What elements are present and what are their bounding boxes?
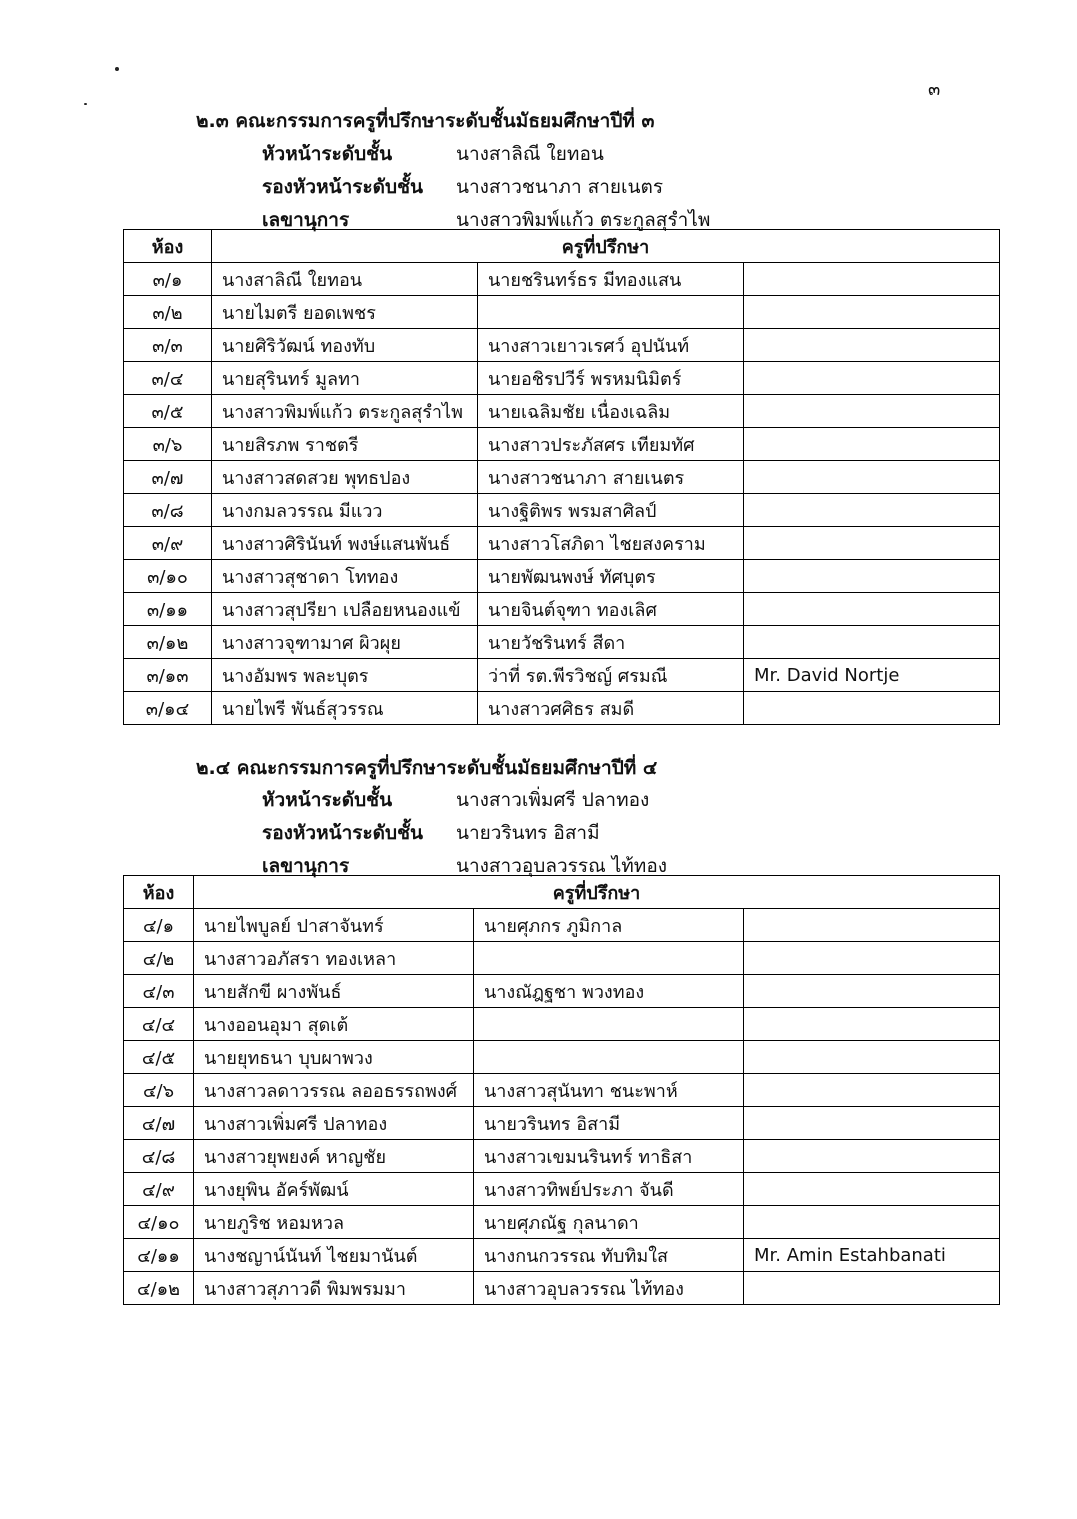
table-row (124, 329, 1000, 362)
advisor-2-cell: นางกนกวรรณ ทับทิมใส (474, 1239, 744, 1272)
room-cell: ๓/๒ (124, 296, 212, 329)
advisor-1-cell: นายสิรภพ ราชตรี (212, 428, 478, 461)
advisor-2-cell: นางสาวสุนันทา ชนะพาห์ (474, 1074, 744, 1107)
committee-m4 (262, 785, 782, 884)
advisor-1-cell: นายภูริช หอมหวล (194, 1206, 474, 1239)
table-row (124, 1074, 1000, 1107)
room-cell: ๔/๖ (124, 1074, 194, 1107)
committee-name: นางสาลิณี ใยทอน (456, 143, 604, 165)
advisor-3-cell (744, 494, 1000, 527)
advisor-2-cell: นางฐิติพร พรมสาศิลป์ (478, 494, 744, 527)
advisor-2-cell: นางณัฎฐชา พวงทอง (474, 975, 744, 1008)
scan-speck (84, 103, 87, 105)
header-advisors: ครูที่ปรึกษา (212, 230, 1000, 263)
advisor-2-cell: นางสาวเขมนรินทร์ ทาธิสา (474, 1140, 744, 1173)
room-cell: ๓/๑๔ (124, 692, 212, 725)
advisor-2-cell: นางสาวศศิธร สมดี (478, 692, 744, 725)
advisor-1-cell: นายศิริวัฒน์ ทองทับ (212, 329, 478, 362)
advisor-2-cell (474, 1041, 744, 1074)
advisor-3-cell (744, 1074, 1000, 1107)
advisor-2-cell: นางสาวประภัสศร เทียมทัศ (478, 428, 744, 461)
advisor-1-cell: นางออนอุมา สุดเต้ (194, 1008, 474, 1041)
advisor-3-cell (744, 461, 1000, 494)
table-header-row (124, 230, 1000, 263)
advisor-2-cell: นางสาวชนาภา สายเนตร (478, 461, 744, 494)
advisor-1-cell: นางสาวสุภาวดี พิมพรมมา (194, 1272, 474, 1305)
advisor-3-cell (744, 1173, 1000, 1206)
room-cell: ๔/๓ (124, 975, 194, 1008)
committee-name: นายวรินทร อิสามี (456, 822, 600, 844)
table-row (124, 428, 1000, 461)
advisor-1-cell: นางสาลิณี ใยทอน (212, 263, 478, 296)
advisor-1-cell: นางชญาน์นันท์ ไชยมานันต์ (194, 1239, 474, 1272)
table-row (124, 626, 1000, 659)
table-row (124, 909, 1000, 942)
room-cell: ๓/๓ (124, 329, 212, 362)
committee-role: หัวหน้าระดับชั้น (262, 143, 393, 165)
committee-row (262, 818, 782, 851)
advisor-3-cell (744, 560, 1000, 593)
table-row (124, 593, 1000, 626)
room-cell: ๔/๙ (124, 1173, 194, 1206)
advisor-1-cell: นายไมตรี ยอดเพชร (212, 296, 478, 329)
table-body-m4 (124, 909, 1000, 1305)
advisor-3-cell (744, 1206, 1000, 1239)
advisor-3-cell (744, 395, 1000, 428)
advisor-1-cell: นางสาวสุปรียา เปลือยหนองแข้ (212, 593, 478, 626)
advisor-2-cell (474, 1008, 744, 1041)
committee-role: รองหัวหน้าระดับชั้น (262, 176, 423, 198)
advisor-1-cell: นางสาวพิมพ์แก้ว ตระกูลสุรำไพ (212, 395, 478, 428)
table-row (124, 1173, 1000, 1206)
table-row (124, 1041, 1000, 1074)
scan-speck (115, 67, 119, 71)
advisor-3-cell (744, 296, 1000, 329)
room-cell: ๔/๘ (124, 1140, 194, 1173)
table-row (124, 1008, 1000, 1041)
room-cell: ๓/๔ (124, 362, 212, 395)
advisor-2-cell: นายพัฒนพงษ์ ทัศบุตร (478, 560, 744, 593)
advisor-2-cell: นายวรินทร อิสามี (474, 1107, 744, 1140)
committee-role: เลขานุการ (262, 855, 350, 877)
table-row (124, 1239, 1000, 1272)
table-row (124, 1206, 1000, 1239)
advisor-3-cell (744, 1041, 1000, 1074)
room-cell: ๓/๑๒ (124, 626, 212, 659)
advisor-2-cell (478, 296, 744, 329)
advisor-3-cell (744, 975, 1000, 1008)
table-row (124, 560, 1000, 593)
advisor-1-cell: นางสาวยุพยงค์ หาญชัย (194, 1140, 474, 1173)
table-row (124, 362, 1000, 395)
advisor-3-cell (744, 626, 1000, 659)
table-row (124, 461, 1000, 494)
room-cell: ๔/๗ (124, 1107, 194, 1140)
advisor-3-cell (744, 527, 1000, 560)
committee-name: นางสาวอุบลวรรณ ไท้ทอง (456, 855, 668, 877)
advisor-1-cell: นายสักขี ผางพันธ์ (194, 975, 474, 1008)
committee-row (262, 785, 782, 818)
room-cell: ๓/๘ (124, 494, 212, 527)
advisor-1-cell: นางสาวสุชาดา โททอง (212, 560, 478, 593)
advisor-3-cell (744, 362, 1000, 395)
committee-name: นางสาวชนาภา สายเนตร (456, 176, 664, 198)
committee-role: หัวหน้าระดับชั้น (262, 789, 393, 811)
section-title-m3: ๒.๓ คณะกรรมการครูที่ปรึกษาระดับชั้นมัธยมศึกษาปีที่ ๓ (196, 110, 655, 132)
advisor-table-m3 (123, 229, 1000, 725)
table-row (124, 975, 1000, 1008)
room-cell: ๔/๑๐ (124, 1206, 194, 1239)
section-title-m4: ๒.๔ คณะกรรมการครูที่ปรึกษาระดับชั้นมัธยมศึกษาปีที่ ๔ (196, 757, 658, 779)
advisor-3-cell (744, 1107, 1000, 1140)
advisor-3-cell (744, 263, 1000, 296)
advisor-3-cell (744, 329, 1000, 362)
advisor-2-cell: ว่าที่ รต.พีรวิชญ์ ศรมณี (478, 659, 744, 692)
advisor-2-cell: นายเฉลิมชัย เนื่องเฉลิม (478, 395, 744, 428)
advisor-2-cell (474, 942, 744, 975)
advisor-2-cell: นางสาวอุบลวรรณ ไท้ทอง (474, 1272, 744, 1305)
advisor-2-cell: นางสาวโสภิดา ไชยสงคราม (478, 527, 744, 560)
committee-row (262, 139, 782, 172)
advisor-1-cell: นางกมลวรรณ มีแวว (212, 494, 478, 527)
advisor-1-cell: นางอัมพร พละบุตร (212, 659, 478, 692)
advisor-1-cell: นางสาวศิรินันท์ พงษ์แสนพันธ์ (212, 527, 478, 560)
advisor-3-cell (744, 593, 1000, 626)
committee-role: รองหัวหน้าระดับชั้น (262, 822, 423, 844)
advisor-1-cell: นายไพบูลย์ ปาสาจันทร์ (194, 909, 474, 942)
room-cell: ๔/๑ (124, 909, 194, 942)
advisor-2-cell: นายอชิรปวีร์ พรหมนิมิตร์ (478, 362, 744, 395)
table-row (124, 1140, 1000, 1173)
table-row (124, 692, 1000, 725)
room-cell: ๔/๑๒ (124, 1272, 194, 1305)
header-room: ห้อง (124, 230, 212, 263)
advisor-3-cell (744, 428, 1000, 461)
table-body-m3 (124, 263, 1000, 725)
advisor-1-cell: นางสาวเพิ่มศรี ปลาทอง (194, 1107, 474, 1140)
table-header-row (124, 876, 1000, 909)
advisor-1-cell: นายไพรี พันธ์สุวรรณ (212, 692, 478, 725)
header-advisors: ครูที่ปรึกษา (194, 876, 1000, 909)
advisor-2-cell: นางสาวเยาวเรศว์ อุปนันท์ (478, 329, 744, 362)
table-row (124, 942, 1000, 975)
advisor-3-cell (744, 1140, 1000, 1173)
room-cell: ๔/๕ (124, 1041, 194, 1074)
advisor-1-cell: นางสาวสดสวย พุทธปอง (212, 461, 478, 494)
room-cell: ๔/๔ (124, 1008, 194, 1041)
committee-m3 (262, 139, 782, 238)
table-row (124, 527, 1000, 560)
advisor-3-cell (744, 1008, 1000, 1041)
advisor-table-m4 (123, 875, 1000, 1305)
advisor-3-cell: Mr. David Nortje (744, 659, 1000, 692)
advisor-1-cell: นายยุทธนา บุบผาพวง (194, 1041, 474, 1074)
advisor-3-cell (744, 1272, 1000, 1305)
advisor-1-cell: นายสุรินทร์ มูลทา (212, 362, 478, 395)
room-cell: ๓/๑๐ (124, 560, 212, 593)
committee-row (262, 172, 782, 205)
table-row (124, 659, 1000, 692)
room-cell: ๔/๒ (124, 942, 194, 975)
advisor-1-cell: นางสาวลดาวรรณ ลออธรรถพงศ์ (194, 1074, 474, 1107)
table-row (124, 296, 1000, 329)
advisor-3-cell (744, 942, 1000, 975)
page-number: ๓ (928, 79, 941, 100)
room-cell: ๔/๑๑ (124, 1239, 194, 1272)
advisor-3-cell: Mr. Amin Estahbanati (744, 1239, 1000, 1272)
committee-role: เลขานุการ (262, 209, 350, 231)
advisor-1-cell: นางยุพิน อัคร์พัฒน์ (194, 1173, 474, 1206)
advisor-2-cell: นายวัชรินทร์ สีดา (478, 626, 744, 659)
committee-name: นางสาวเพิ่มศรี ปลาทอง (456, 789, 650, 811)
table-row (124, 395, 1000, 428)
room-cell: ๓/๑๑ (124, 593, 212, 626)
advisor-2-cell: นายศุภณัฐ กุลนาดา (474, 1206, 744, 1239)
table-row (124, 1107, 1000, 1140)
room-cell: ๓/๖ (124, 428, 212, 461)
room-cell: ๓/๕ (124, 395, 212, 428)
table-row (124, 1272, 1000, 1305)
advisor-2-cell: นายศุภกร ภูมิกาล (474, 909, 744, 942)
advisor-1-cell: นางสาวจุฑามาศ ผิวผุย (212, 626, 478, 659)
room-cell: ๓/๙ (124, 527, 212, 560)
header-room: ห้อง (124, 876, 194, 909)
table-row (124, 263, 1000, 296)
table-row (124, 494, 1000, 527)
committee-name: นางสาวพิมพ์แก้ว ตระกูลสุรำไพ (456, 209, 711, 231)
room-cell: ๓/๑ (124, 263, 212, 296)
advisor-2-cell: นายจินต์จุฑา ทองเลิศ (478, 593, 744, 626)
advisor-2-cell: นางสาวทิพย์ประภา จันดี (474, 1173, 744, 1206)
room-cell: ๓/๑๓ (124, 659, 212, 692)
room-cell: ๓/๗ (124, 461, 212, 494)
advisor-2-cell: นายชรินทร์ธร มีทองแสน (478, 263, 744, 296)
advisor-3-cell (744, 692, 1000, 725)
advisor-1-cell: นางสาวอภัสรา ทองเหลา (194, 942, 474, 975)
advisor-3-cell (744, 909, 1000, 942)
